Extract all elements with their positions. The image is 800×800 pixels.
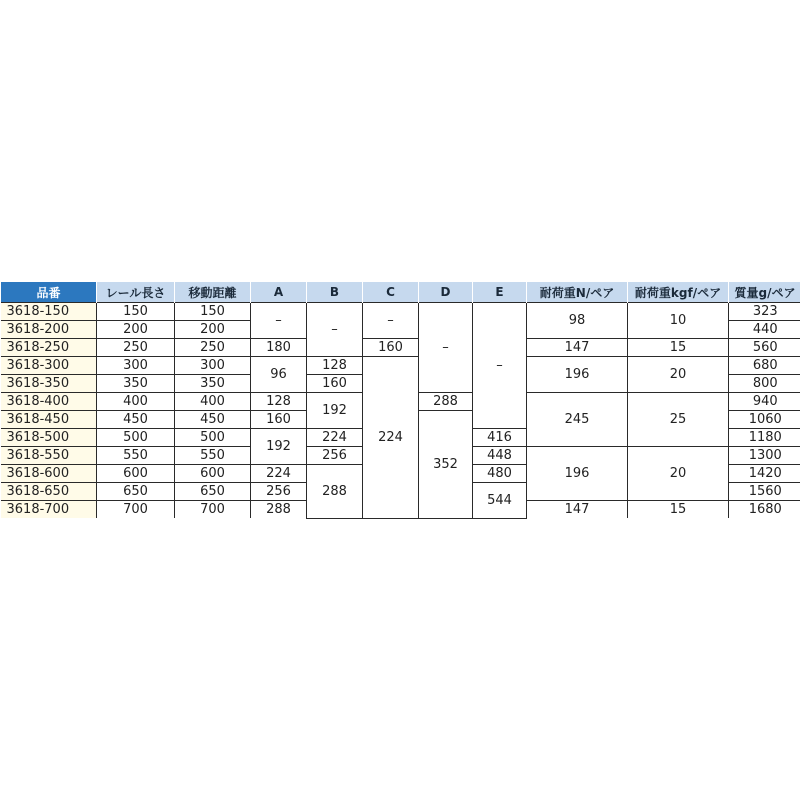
b-cell: 224 bbox=[307, 429, 363, 447]
a-cell: 192 bbox=[251, 429, 307, 465]
d-cell: – bbox=[419, 303, 473, 393]
mass-cell: 800 bbox=[729, 375, 800, 393]
rail-length-cell: 550 bbox=[97, 447, 175, 465]
rail-length-cell: 650 bbox=[97, 483, 175, 501]
rail-length-cell: 250 bbox=[97, 339, 175, 357]
header-e: E bbox=[473, 282, 527, 303]
travel-cell: 350 bbox=[175, 375, 251, 393]
load-kgf-cell: 20 bbox=[628, 447, 729, 501]
mass-cell: 940 bbox=[729, 393, 800, 411]
load-kgf-cell: 25 bbox=[628, 393, 729, 447]
e-cell: – bbox=[473, 303, 527, 429]
part-number-cell: 3618-450 bbox=[1, 411, 97, 429]
load-n-cell: 196 bbox=[527, 447, 628, 501]
travel-cell: 550 bbox=[175, 447, 251, 465]
load-n-cell: 196 bbox=[527, 357, 628, 393]
part-number-cell: 3618-500 bbox=[1, 429, 97, 447]
load-n-cell: 245 bbox=[527, 393, 628, 447]
header-b: B bbox=[307, 282, 363, 303]
travel-cell: 450 bbox=[175, 411, 251, 429]
e-cell: 544 bbox=[473, 483, 527, 519]
e-cell: 448 bbox=[473, 447, 527, 465]
mass-cell: 1560 bbox=[729, 483, 800, 501]
header-a: A bbox=[251, 282, 307, 303]
b-cell: 128 bbox=[307, 357, 363, 375]
a-cell: 224 bbox=[251, 465, 307, 483]
c-cell: 160 bbox=[363, 339, 419, 357]
header-d: D bbox=[419, 282, 473, 303]
spec-table bbox=[0, 282, 800, 519]
b-cell: 288 bbox=[307, 465, 363, 519]
travel-cell: 650 bbox=[175, 483, 251, 501]
mass-cell: 1300 bbox=[729, 447, 800, 465]
d-cell: 352 bbox=[419, 411, 473, 519]
header-c: C bbox=[363, 282, 419, 303]
part-number-cell: 3618-400 bbox=[1, 393, 97, 411]
travel-cell: 300 bbox=[175, 357, 251, 375]
rail-length-cell: 200 bbox=[97, 321, 175, 339]
mass-cell: 1420 bbox=[729, 465, 800, 483]
a-cell: 256 bbox=[251, 483, 307, 501]
travel-cell: 150 bbox=[175, 303, 251, 321]
a-cell: 180 bbox=[251, 339, 307, 357]
header-travel: 移動距離 bbox=[175, 282, 251, 303]
d-cell: 288 bbox=[419, 393, 473, 411]
travel-cell: 250 bbox=[175, 339, 251, 357]
a-cell: 96 bbox=[251, 357, 307, 393]
rail-length-cell: 600 bbox=[97, 465, 175, 483]
travel-cell: 400 bbox=[175, 393, 251, 411]
part-number-cell: 3618-200 bbox=[1, 321, 97, 339]
mass-cell: 440 bbox=[729, 321, 800, 339]
rail-length-cell: 700 bbox=[97, 501, 175, 519]
table-row bbox=[1, 303, 800, 321]
header-mass: 質量g/ペア bbox=[729, 282, 800, 303]
load-n-cell: 98 bbox=[527, 303, 628, 339]
b-cell: – bbox=[307, 303, 363, 357]
load-kgf-cell: 15 bbox=[628, 501, 729, 519]
a-cell: 160 bbox=[251, 411, 307, 429]
part-number-cell: 3618-650 bbox=[1, 483, 97, 501]
rail-length-cell: 400 bbox=[97, 393, 175, 411]
load-n-cell: 147 bbox=[527, 339, 628, 357]
b-cell: 256 bbox=[307, 447, 363, 465]
mass-cell: 1680 bbox=[729, 501, 800, 519]
load-kgf-cell: 10 bbox=[628, 303, 729, 339]
load-kgf-cell: 15 bbox=[628, 339, 729, 357]
table-row bbox=[1, 339, 800, 357]
c-cell: 224 bbox=[363, 357, 419, 519]
header-row bbox=[1, 282, 800, 303]
table-row bbox=[1, 357, 800, 375]
e-cell: 416 bbox=[473, 429, 527, 447]
mass-cell: 323 bbox=[729, 303, 800, 321]
c-cell: – bbox=[363, 303, 419, 339]
b-cell: 192 bbox=[307, 393, 363, 429]
b-cell: 160 bbox=[307, 375, 363, 393]
rail-length-cell: 300 bbox=[97, 357, 175, 375]
rail-length-cell: 150 bbox=[97, 303, 175, 321]
mass-cell: 560 bbox=[729, 339, 800, 357]
part-number-cell: 3618-550 bbox=[1, 447, 97, 465]
part-number-cell: 3618-350 bbox=[1, 375, 97, 393]
travel-cell: 700 bbox=[175, 501, 251, 519]
travel-cell: 500 bbox=[175, 429, 251, 447]
a-cell: – bbox=[251, 303, 307, 339]
mass-cell: 1180 bbox=[729, 429, 800, 447]
mass-cell: 1060 bbox=[729, 411, 800, 429]
a-cell: 288 bbox=[251, 501, 307, 519]
travel-cell: 600 bbox=[175, 465, 251, 483]
rail-length-cell: 450 bbox=[97, 411, 175, 429]
header-load-kgf: 耐荷重kgf/ペア bbox=[628, 282, 729, 303]
part-number-cell: 3618-600 bbox=[1, 465, 97, 483]
part-number-cell: 3618-250 bbox=[1, 339, 97, 357]
a-cell: 128 bbox=[251, 393, 307, 411]
part-number-cell: 3618-300 bbox=[1, 357, 97, 375]
header-rail-length: レール長さ bbox=[97, 282, 175, 303]
rail-length-cell: 350 bbox=[97, 375, 175, 393]
e-cell: 480 bbox=[473, 465, 527, 483]
load-kgf-cell: 20 bbox=[628, 357, 729, 393]
travel-cell: 200 bbox=[175, 321, 251, 339]
part-number-cell: 3618-700 bbox=[1, 501, 97, 519]
mass-cell: 680 bbox=[729, 357, 800, 375]
header-load-n: 耐荷重N/ペア bbox=[527, 282, 628, 303]
load-n-cell: 147 bbox=[527, 501, 628, 519]
header-part-number: 品番 bbox=[1, 282, 97, 303]
rail-length-cell: 500 bbox=[97, 429, 175, 447]
part-number-cell: 3618-150 bbox=[1, 303, 97, 321]
